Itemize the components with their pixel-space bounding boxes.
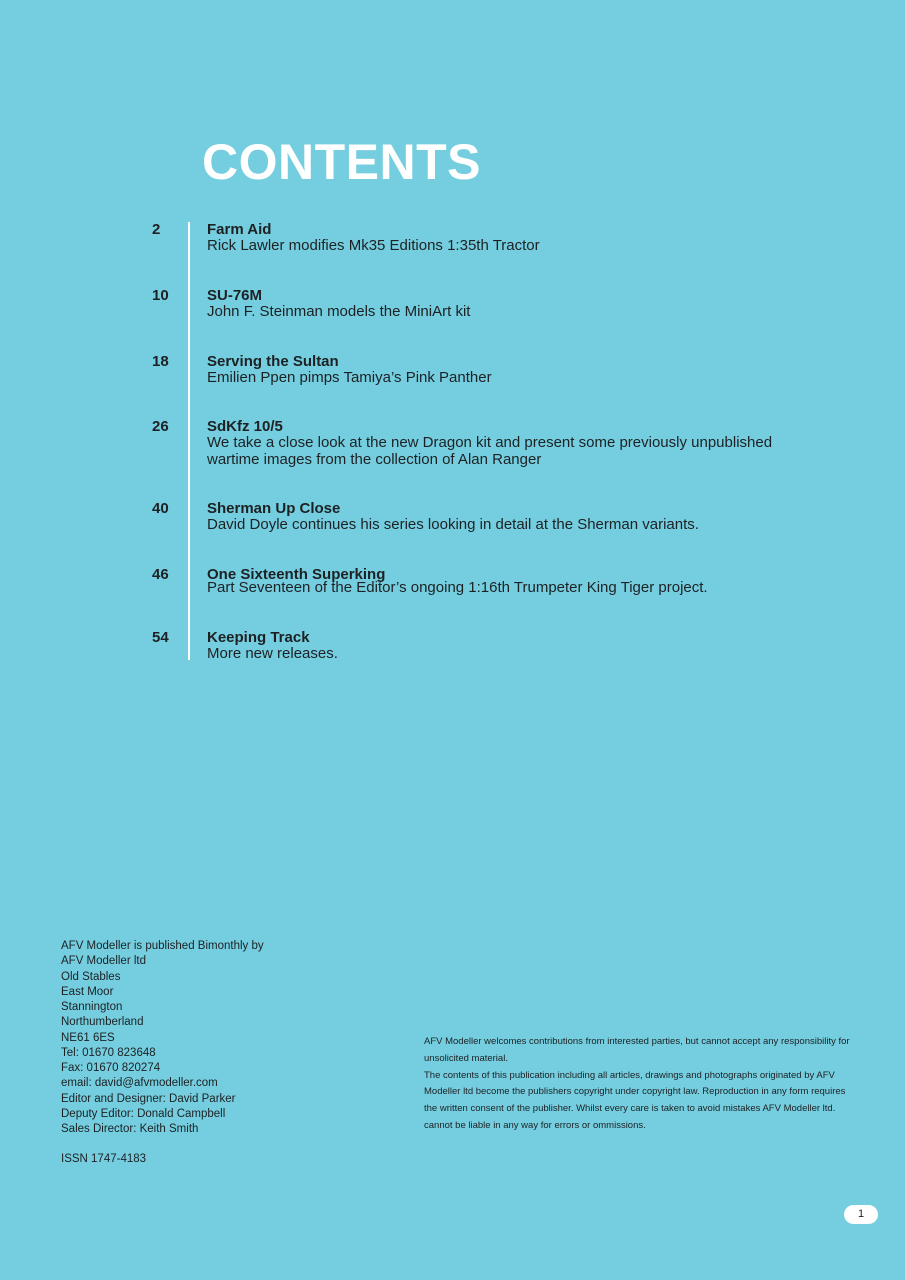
entry-title: Sherman Up Close [207,500,341,517]
page-title: CONTENTS [202,134,481,190]
entry-page-number: 46 [152,566,169,583]
entry-title: Keeping Track [207,629,310,646]
issn-number: ISSN 1747-4183 [61,1153,147,1166]
entry-title: One Sixteenth Superking [207,566,386,583]
entry-page-number: 40 [152,500,169,517]
imprint-line: Deputy Editor: Donald Campbell [61,1107,226,1120]
imprint-line: Northumberland [61,1016,144,1029]
entry-title: Serving the Sultan [207,353,339,370]
entry-title: SdKfz 10/5 [207,418,283,435]
imprint-line: Editor and Designer: David Parker [61,1092,236,1105]
entry-description: David Doyle continues his series looking in detail at the Sherman variants. [207,516,699,533]
entry-description: We take a close look at the new Dragon kit and present some previously unpublished wartime images from the collection of Alan Ranger [207,434,773,468]
entry-page-number: 54 [152,629,169,646]
imprint-line: East Moor [61,985,114,998]
copyright-disclaimer [424,1034,854,1135]
imprint-line: NE61 6ES [61,1031,115,1044]
page-number-badge: 1 [844,1205,878,1224]
disclaimer-paragraph: The contents of this publication including all articles, drawings and photographs originated by AFV Modeller ltd become the publishers copyright under copyright law. Reproduction in any form requires the written consent of the publisher. Whilst every care is taken to avoid mistakes AFV Modeller ltd. cannot be liable in any way for errors or ommissions. [424,1069,846,1131]
entry-title: SU-76M [207,287,263,304]
entry-title: Farm Aid [207,221,272,238]
entry-description: John F. Steinman models the MiniArt kit [207,303,471,320]
entry-description: Emilien Ppen pimps Tamiya’s Pink Panther [207,369,492,386]
imprint-phone: Tel: 01670 823648 [61,1046,156,1059]
entry-page-number: 26 [152,418,169,435]
imprint-line: AFV Modeller ltd [61,955,147,968]
entry-page-number: 2 [152,221,161,238]
imprint-line: AFV Modeller is published Bimonthly by [61,940,264,952]
publisher-imprint [61,939,264,1168]
entry-description: Rick Lawler modifies Mk35 Editions 1:35th Tractor [207,237,540,254]
imprint-line: Stannington [61,1001,123,1013]
imprint-fax: Fax: 01670 820274 [61,1062,161,1074]
imprint-line: Sales Director: Keith Smith [61,1123,199,1135]
entry-page-number: 18 [152,353,169,370]
imprint-line: Old Stables [61,970,121,983]
entry-description: More new releases. [207,645,338,662]
entry-description: Part Seventeen of the Editor’s ongoing 1:16th Trumpeter King Tiger project. [207,579,708,596]
imprint-email[interactable]: email: david@afvmodeller.com [61,1077,218,1090]
entry-page-number: 10 [152,287,169,304]
contents-divider-line [188,222,190,660]
disclaimer-paragraph: AFV Modeller welcomes contributions from interested parties, but cannot accept any responsibility for unsolicited material. [424,1036,850,1064]
